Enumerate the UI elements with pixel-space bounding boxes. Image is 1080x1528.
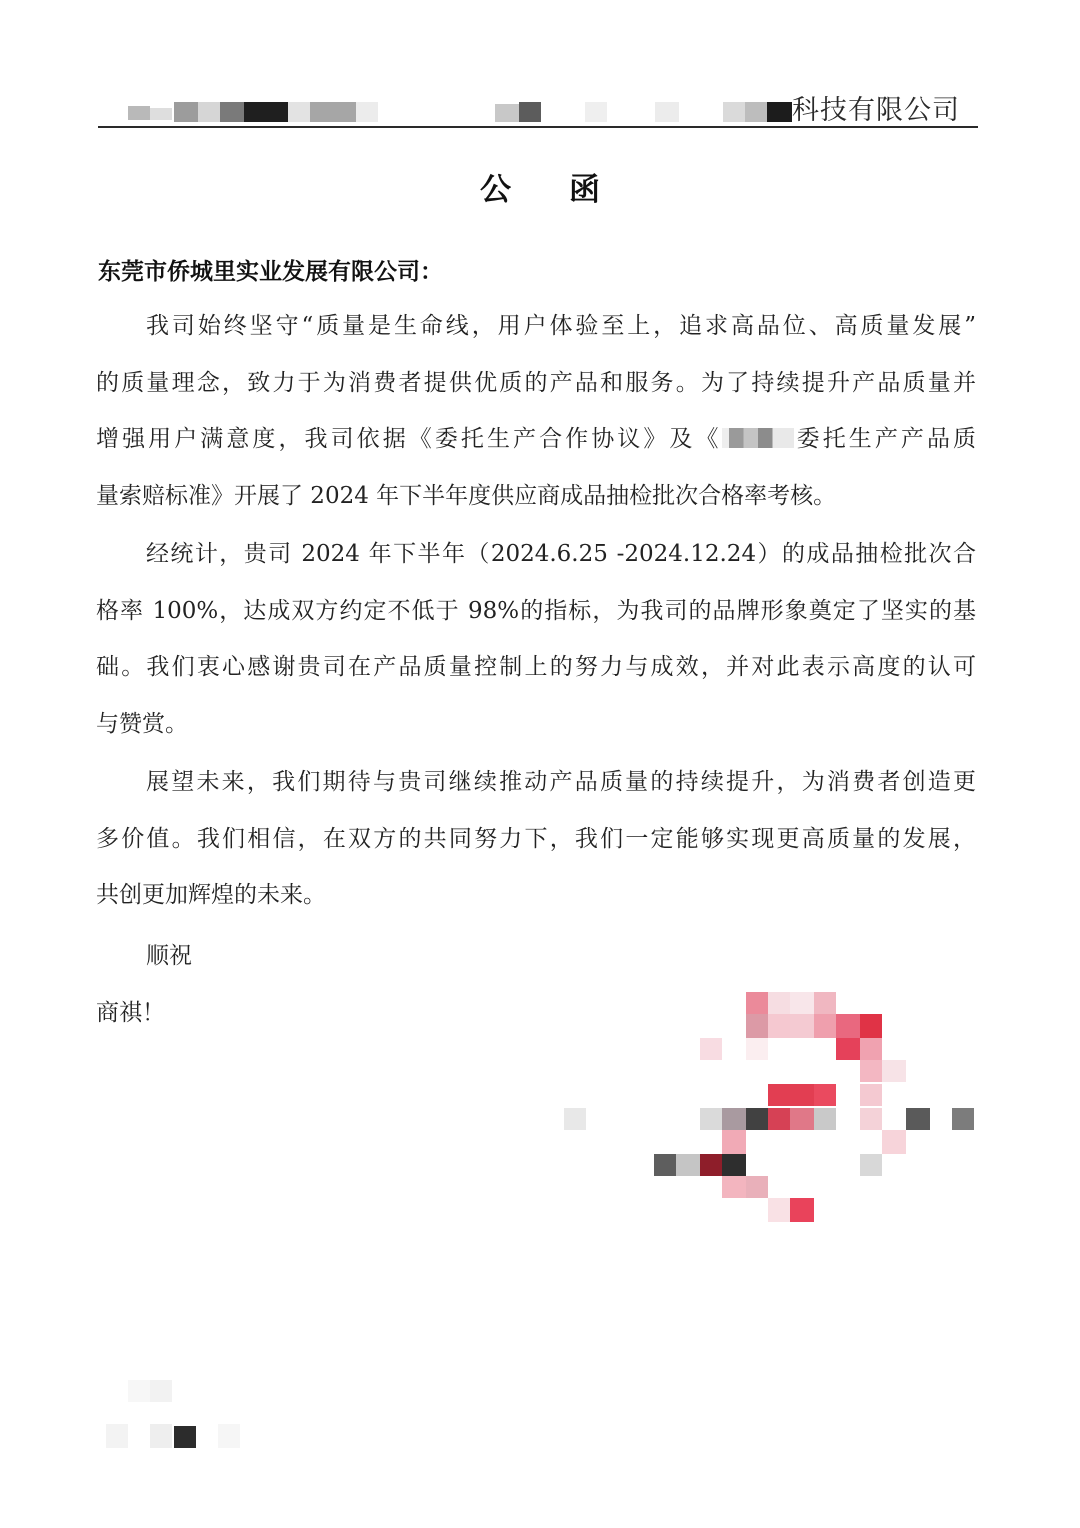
- paragraph-1-line: 我司始终坚守“质量是生命线，用户体验至上，追求高品位、高质量发展”: [146, 313, 976, 339]
- paragraph-3-line: 多价值。我们相信，在双方的共同努力下，我们一定能够实现更高质量的发展，: [96, 825, 976, 852]
- letterhead-divider: [98, 126, 978, 128]
- addressee: 东莞市侨城里实业发展有限公司：: [98, 258, 443, 285]
- paragraph-2-line: 与赞赏。: [96, 710, 188, 737]
- paragraph-1-line: 的质量理念，致力于为消费者提供优质的产品和服务。为了持续提升产品质量并: [96, 369, 976, 396]
- paragraph-1-line: 量索赔标准》开展了 2024 年下半年度供应商成品抽检批次合格率考核。: [96, 482, 837, 509]
- paragraph-3-line: 展望未来，我们期待与贵司继续推动产品质量的持续提升，为消费者创造更: [146, 769, 976, 795]
- paragraph-1: [96, 298, 976, 524]
- company-seal-redacted: [540, 990, 980, 1226]
- document-title: 公函: [480, 172, 658, 208]
- paragraph-3-line: 共创更加辉煌的未来。: [96, 882, 326, 908]
- paragraph-2-line: 经统计，贵司 2024 年下半年（2024.6.25 -2024.12.24）的成品抽检批次合: [146, 541, 976, 567]
- letterhead-redaction-right: [495, 100, 792, 124]
- paragraph-2: [96, 526, 976, 752]
- letterhead-company-name: 科技有限公司: [792, 95, 960, 126]
- signature-redacted: [106, 1380, 246, 1452]
- paragraph-2-line: 础。我们衷心感谢贵司在产品质量控制上的努力与成效，并对此表示高度的认可: [96, 654, 976, 680]
- inline-redaction: [722, 428, 794, 448]
- letterhead-redaction-left: [128, 100, 388, 124]
- closing-salutation: 顺祝: [146, 943, 192, 969]
- paragraph-1-text: 增强用户满意度，我司依据《委托生产合作协议》及《: [96, 426, 722, 452]
- paragraph-2-line: 格率 100%，达成双方约定不低于 98%的指标，为我司的品牌形象奠定了坚实的基: [96, 597, 976, 624]
- paragraph-1-text: 委托生产产品质: [793, 426, 977, 452]
- closing-wishes: 商祺！: [96, 1000, 165, 1026]
- paragraph-1-line: [96, 411, 976, 468]
- paragraph-3: [96, 754, 976, 924]
